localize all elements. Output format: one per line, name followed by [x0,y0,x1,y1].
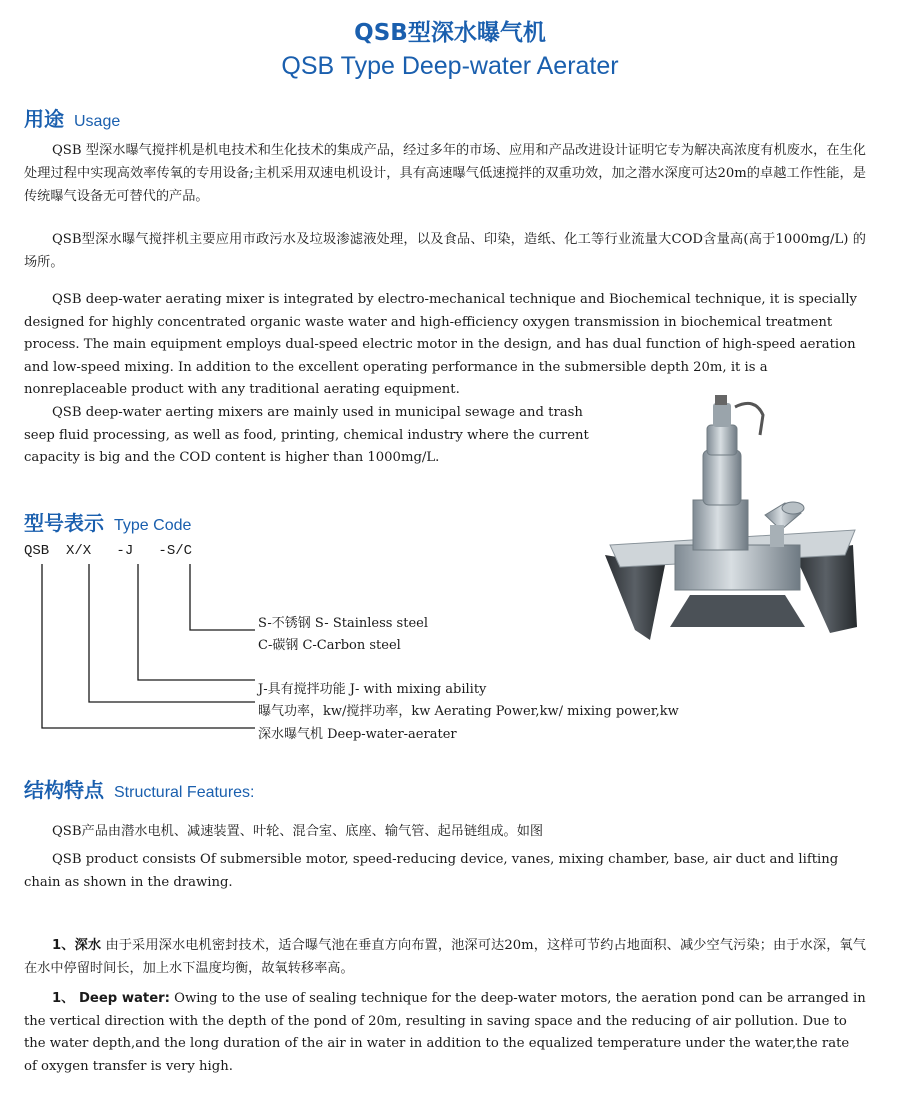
features-para-cn: QSB产品由潜水电机、减速装置、叶轮、混合室、底座、输气管、起吊链组成。如图 [52,824,544,839]
features-item1-en-text: Owing to the use of sealing technique for the deep-water motors, the aeration pond can be arranged in the vertical direction with the depth of the pond of 20m, resulting in saving space and the reducing of air pollution. Due to the water depth,and the long duration of the air in water in addition to the equalized temperature under the water,the rate of oxygen transfer is very high. [24,991,866,1074]
features-item1-cn-text: 由于采用深水电机密封技术，适合曝气池在垂直方向布置，池深可达20m，这样可节约占地面积、减少空气污染；由于水深，氧气在水中停留时间长，加上水下温度均衡，故氧转移率高。 [24,938,866,976]
page-title-en: QSB Type Deep-water Aerater [281,52,619,80]
legend-mixing: J-具有搅拌功能 J- with mixing ability [258,682,487,697]
features-item1-cn-label: 1、深水 [52,938,102,953]
features-item1-en-label: 1、 Deep water: [52,991,170,1006]
features-heading-cn: 结构特点 [24,778,104,802]
aerator-photo [595,395,885,655]
type-code-string: QSB X/X -J -S/C [24,543,193,559]
page-title-cn: QSB型深水曝气机 [354,20,546,46]
usage-para-cn-1: QSB 型深水曝气搅拌机是机电技术和生化技术的集成产品，经过多年的市场、应用和产品改进设计证明它专为解决高浓度有机废水，在生化处理过程中实现高效率传氧的专用设备;主机采用双速电机设计，具有高速曝气低速搅拌的双重功效，加之潜水深度可达20m的卓越工作性能，是传统曝气设备无可替代的产品。 [24,143,866,204]
legend-carbon: C-碳钢 C-Carbon steel [258,638,401,653]
features-item1-en [24,988,866,1078]
usage-heading [24,103,120,132]
legend-power: 曝气功率，kw/搅拌功率，kw Aerating Power,kw/ mixing power,kw [258,704,679,719]
legend-aerater: 深水曝气机 Deep-water-aerater [258,727,457,742]
type-code-heading-en: Type Code [114,517,192,534]
type-code-diagram-lines [30,560,290,760]
usage-heading-cn: 用途 [24,107,64,131]
features-heading-en: Structural Features: [114,784,255,801]
type-code-heading-cn: 型号表示 [24,511,104,535]
features-item1-cn [24,934,866,980]
usage-para-cn-2: QSB型深水曝气搅拌机主要应用市政污水及垃圾渗滤液处理，以及食品、印染，造纸、化工等行业流量大COD含量高(高于1000mg/L) 的场所。 [24,232,866,270]
usage-heading-en: Usage [74,113,121,130]
features-heading [24,774,255,803]
usage-para-en-1: QSB deep-water aerating mixer is integrated by electro-mechanical technique and Biochemical technique, it is specially designed for highly concentrated organic waste water and high-efficiency oxygen transmission in biochemical treatment process. The main equipment employs dual-speed electric motor in the design, and has dual function of high-speed aeration and low-speed mixing. In addition to the excellent operating performance in the submersible depth 20m, it is a nonreplaceable product with any traditional aerating equipment. [24,292,858,397]
legend-stainless: S-不锈钢 S- Stainless steel [258,616,428,631]
type-code-heading [24,507,191,536]
features-para-en: QSB product consists Of submersible motor, speed-reducing device, vanes, mixing chamber, base, air duct and lifting chain as shown in the drawing. [24,852,839,890]
usage-para-en-2: QSB deep-water aerting mixers are mainly used in municipal sewage and trash seep fluid processing, as well as food, printing, chemical industry where the current capacity is big and the COD content is higher than 1000mg/L. [24,405,589,465]
